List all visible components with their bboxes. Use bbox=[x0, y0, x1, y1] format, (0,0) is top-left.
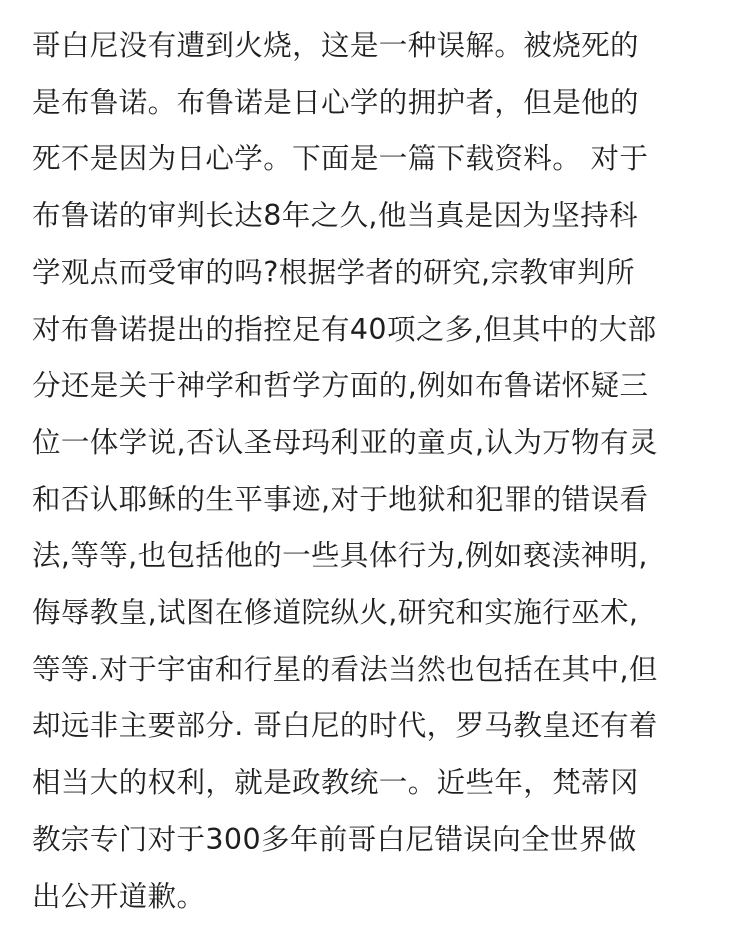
article-line: 死不是因为日心学。下面是一篇下载资料。 对于 bbox=[32, 142, 649, 176]
article-line: 分还是关于神学和哲学方面的,例如布鲁诺怀疑三 bbox=[32, 369, 649, 403]
article-line: 和否认耶稣的生平事迹,对于地狱和犯罪的错误看 bbox=[32, 482, 649, 516]
article-line: 哥白尼没有遭到火烧，这是一种误解。被烧死的 bbox=[32, 29, 639, 62]
article-line: 出公开道歉。 bbox=[32, 879, 206, 913]
article-line: 布鲁诺的审判长达8年之久,他当真是因为坚持科 bbox=[32, 199, 638, 233]
article-text bbox=[32, 18, 732, 925]
article-line: 教宗专门对于300多年前哥白尼错误向全世界做 bbox=[32, 822, 637, 856]
article-line: 等等.对于宇宙和行星的看法当然也包括在其中,但 bbox=[32, 652, 658, 686]
article-line: 是布鲁诺。布鲁诺是日心学的拥护者，但是他的 bbox=[32, 85, 639, 119]
article-line: 却远非主要部分. 哥白尼的时代，罗马教皇还有着 bbox=[32, 709, 658, 743]
article-line: 相当大的权利，就是政教统一。近些年，梵蒂冈 bbox=[32, 766, 639, 800]
article-line: 学观点而受审的吗?根据学者的研究,宗教审判所 bbox=[32, 255, 635, 289]
article-line: 法,等等,也包括他的一些具体行为,例如亵渎神明, bbox=[32, 539, 648, 573]
article-line: 位一体学说,否认圣母玛利亚的童贞,认为万物有灵 bbox=[32, 425, 658, 459]
article-line: 对布鲁诺提出的指控足有40项之多,但其中的大部 bbox=[32, 312, 657, 346]
article-line: 侮辱教皇,试图在修道院纵火,研究和实施行巫术, bbox=[32, 596, 639, 630]
